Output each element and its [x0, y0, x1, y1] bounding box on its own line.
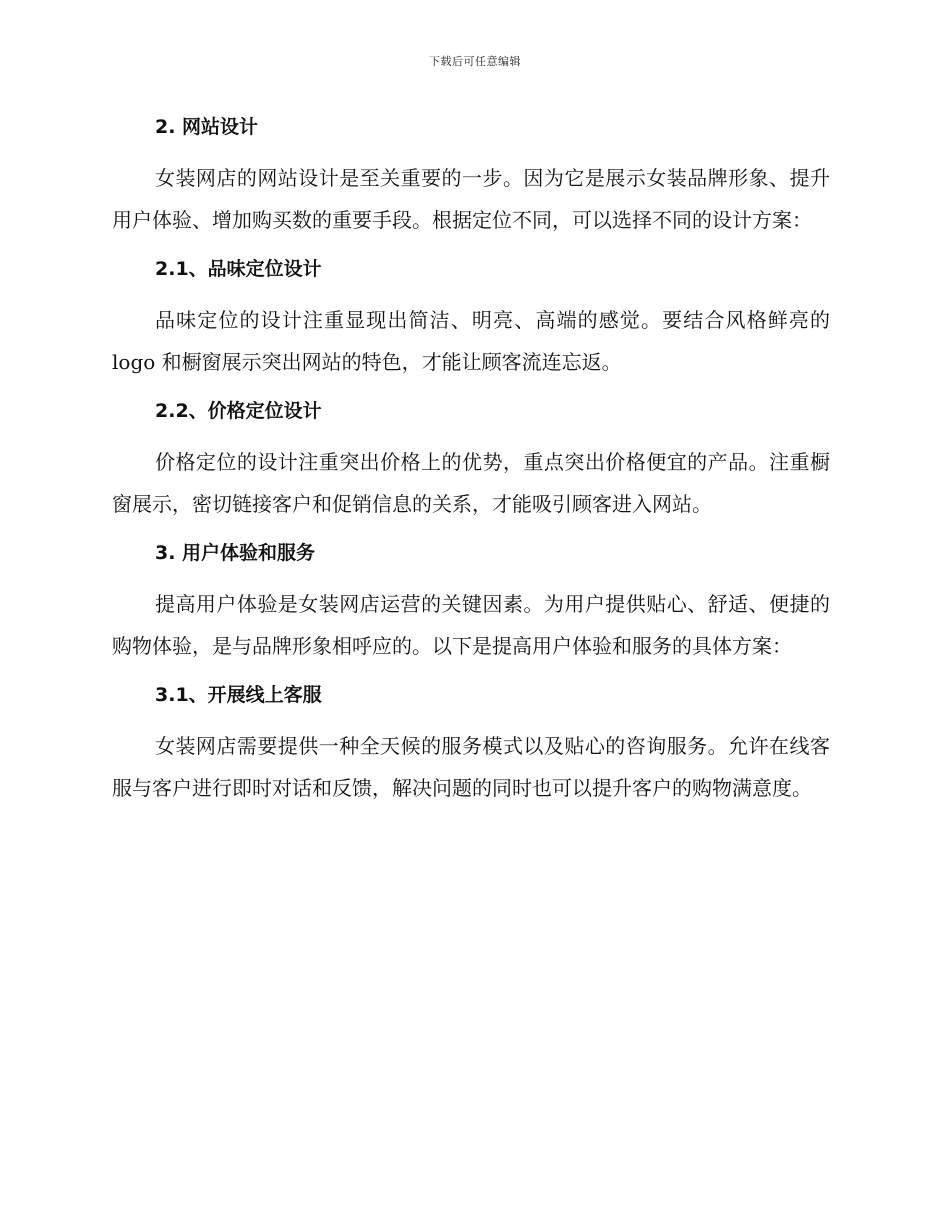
page-header: 下载后可任意编辑 — [429, 55, 521, 68]
section-heading-taste-positioning: 2.1、品味定位设计 — [155, 258, 322, 280]
section-paragraph-taste-positioning: 品味定位的设计注重显现出简洁、明亮、高端的感觉。要结合风格鲜亮的 logo 和橱窗展示突出网站的特色，才能让顾客流连忘返。 — [112, 308, 830, 374]
section-paragraph-online-service: 女装网店需要提供一种全天候的服务模式以及贴心的咨询服务。允许在线客服与客户进行即时对话和反馈，解决问题的同时也可以提升客户的购物满意度。 — [112, 734, 830, 800]
document-body — [112, 108, 830, 818]
section-paragraph-user-experience: 提高用户体验是女装网店运营的关键因素。为用户提供贴心、舒适、便捷的购物体验，是与品牌形象相呼应的。以下是提高用户体验和服务的具体方案： — [112, 592, 830, 658]
section-paragraph-price-positioning: 价格定位的设计注重突出价格上的优势，重点突出价格便宜的产品。注重橱窗展示，密切链接客户和促销信息的关系，才能吸引顾客进入网站。 — [112, 450, 830, 516]
section-heading-online-service: 3.1、开展线上客服 — [155, 684, 322, 706]
section-heading-website-design: 2. 网站设计 — [155, 116, 259, 138]
section-heading-user-experience: 3. 用户体验和服务 — [155, 542, 316, 564]
section-heading-price-positioning: 2.2、价格定位设计 — [155, 400, 322, 422]
section-paragraph-website-design: 女装网店的网站设计是至关重要的一步。因为它是展示女装品牌形象、提升用户体验、增加购买数的重要手段。根据定位不同，可以选择不同的设计方案： — [112, 166, 830, 232]
